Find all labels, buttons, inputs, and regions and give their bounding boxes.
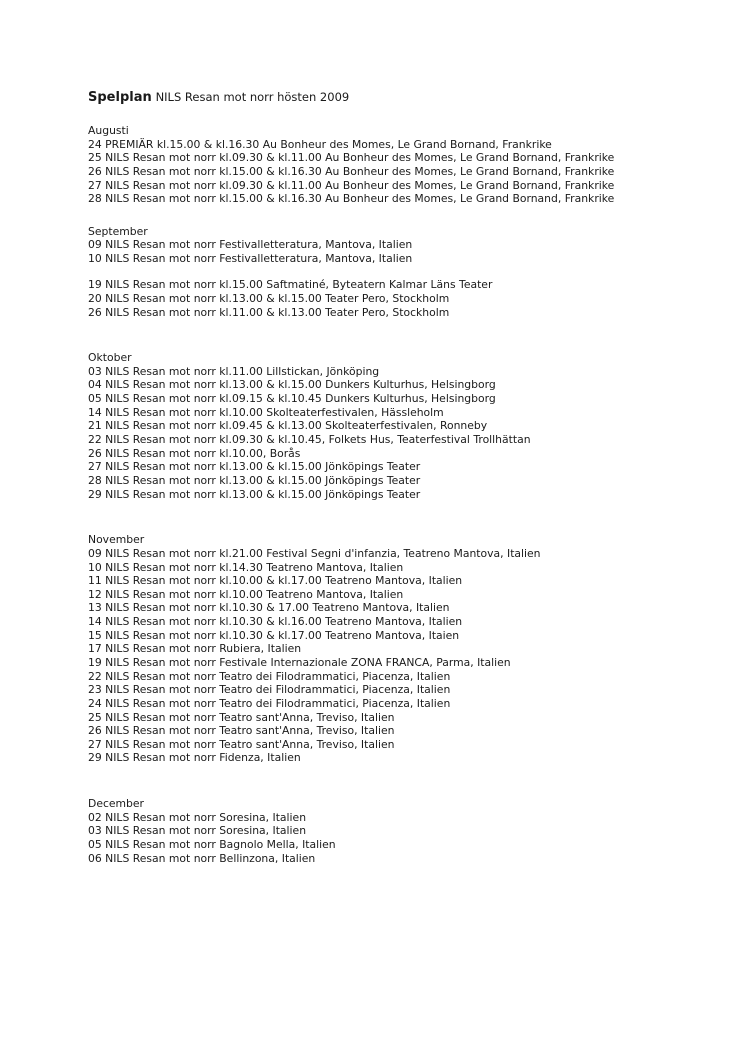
schedule-line: 24 PREMIÄR kl.15.00 & kl.16.30 Au Bonheur des Momes, Le Grand Bornand, Frankrike [88,137,552,151]
schedule-line: 04 NILS Resan mot norr kl.13.00 & kl.15.00 Dunkers Kulturhus, Helsingborg [88,378,496,392]
schedule-line: 14 NILS Resan mot norr kl.10.00 Skolteaterfestivalen, Hässleholm [88,405,444,419]
section-augusti [88,124,728,206]
schedule-line: 15 NILS Resan mot norr kl.10.30 & kl.17.00 Teatreno Mantova, Itaien [88,628,460,642]
schedule-line: 19 NILS Resan mot norr Festivale Internazionale ZONA FRANCA, Parma, Italien [88,656,511,669]
section-heading: Augusti [88,124,129,137]
section-heading: September [88,224,148,238]
schedule-line: 21 NILS Resan mot norr kl.09.45 & kl.13.00 Skolteaterfestivalen, Ronneby [88,419,488,433]
schedule-line: 20 NILS Resan mot norr kl.13.00 & kl.15.00 Teater Pero, Stockholm [88,291,450,305]
schedule-line: 29 NILS Resan mot norr kl.13.00 & kl.15.00 Jönköpings Teater [88,487,421,501]
title-subtitle: NILS Resan mot norr hösten 2009 [155,90,350,104]
schedule-line: 29 NILS Resan mot norr Fidenza, Italien [88,751,301,765]
schedule-line: 11 NILS Resan mot norr kl.10.00 & kl.17.00 Teatreno Mantova, Italien [88,574,463,588]
schedule-line: 10 NILS Resan mot norr Festivalletteratura, Mantova, Italien [88,252,413,266]
schedule-line: 27 NILS Resan mot norr kl.09.30 & kl.11.00 Au Bonheur des Momes, Le Grand Bornand, Frankrike [88,178,615,192]
schedule-line: 19 NILS Resan mot norr kl.15.00 Saftmatiné, Byteatern Kalmar Läns Teater [88,278,493,292]
schedule-line: 03 NILS Resan mot norr kl.11.00 Lillstickan, Jönköping [88,364,380,378]
section-oktober [88,351,728,501]
section-december [88,797,728,865]
schedule-line: 09 NILS Resan mot norr kl.21.00 Festival Segni d'infanzia, Teatreno Mantova, Italien [88,546,541,560]
schedule-line: 28 NILS Resan mot norr kl.15.00 & kl.16.30 Au Bonheur des Momes, Le Grand Bornand, Frankrike [88,192,615,206]
schedule-line: 05 NILS Resan mot norr kl.09.15 & kl.10.45 Dunkers Kulturhus, Helsingborg [88,392,496,406]
spacer [88,266,728,279]
section-heading: Oktober [88,351,132,365]
schedule-line: 26 NILS Resan mot norr kl.10.00, Borås [88,446,301,460]
schedule-line: 06 NILS Resan mot norr Bellinzona, Italien [88,851,316,865]
schedule-line: 13 NILS Resan mot norr kl.10.30 & 17.00 Teatreno Mantova, Italien [88,601,450,615]
schedule-line: 22 NILS Resan mot norr kl.09.30 & kl.10.45, Folkets Hus, Teaterfestival Trollhättan [88,433,531,447]
schedule-line: 26 NILS Resan mot norr kl.15.00 & kl.16.30 Au Bonheur des Momes, Le Grand Bornand, Frankrike [88,164,615,178]
section-heading: November [88,533,145,547]
document-page [88,90,728,865]
schedule-line: 25 NILS Resan mot norr Teatro sant'Anna, Treviso, Italien [88,710,395,724]
schedule-line: 03 NILS Resan mot norr Soresina, Italien [88,824,307,838]
schedule-line: 17 NILS Resan mot norr Rubiera, Italien [88,642,302,656]
section-november [88,533,728,765]
schedule-line: 22 NILS Resan mot norr Teatro dei Filodrammatici, Piacenza, Italien [88,669,451,683]
title-bold: Spelplan [88,90,152,105]
schedule-line: 25 NILS Resan mot norr kl.09.30 & kl.11.00 Au Bonheur des Momes, Le Grand Bornand, Frankrike [88,151,615,165]
schedule-line: 27 NILS Resan mot norr kl.13.00 & kl.15.00 Jönköpings Teater [88,460,421,474]
schedule-line: 26 NILS Resan mot norr Teatro sant'Anna, Treviso, Italien [88,724,395,738]
page-title [88,90,728,105]
schedule-line: 12 NILS Resan mot norr kl.10.00 Teatreno Mantova, Italien [88,587,404,601]
schedule-line: 02 NILS Resan mot norr Soresina, Italien [88,810,307,824]
schedule-line: 26 NILS Resan mot norr kl.11.00 & kl.13.00 Teater Pero, Stockholm [88,305,450,319]
schedule-line: 09 NILS Resan mot norr Festivalletteratura, Mantova, Italien [88,238,413,252]
schedule-line: 28 NILS Resan mot norr kl.13.00 & kl.15.00 Jönköpings Teater [88,473,421,487]
schedule-line: 23 NILS Resan mot norr Teatro dei Filodrammatici, Piacenza, Italien [88,683,451,697]
section-september [88,225,728,319]
schedule-line: 24 NILS Resan mot norr Teatro dei Filodrammatici, Piacenza, Italien [88,696,451,710]
schedule-line: 05 NILS Resan mot norr Bagnolo Mella, Italien [88,838,336,852]
schedule-line: 10 NILS Resan mot norr kl.14.30 Teatreno Mantova, Italien [88,560,404,574]
section-heading: December [88,797,144,811]
schedule-line: 14 NILS Resan mot norr kl.10.30 & kl.16.00 Teatreno Mantova, Italien [88,615,463,629]
schedule-line: 27 NILS Resan mot norr Teatro sant'Anna, Treviso, Italien [88,737,395,751]
